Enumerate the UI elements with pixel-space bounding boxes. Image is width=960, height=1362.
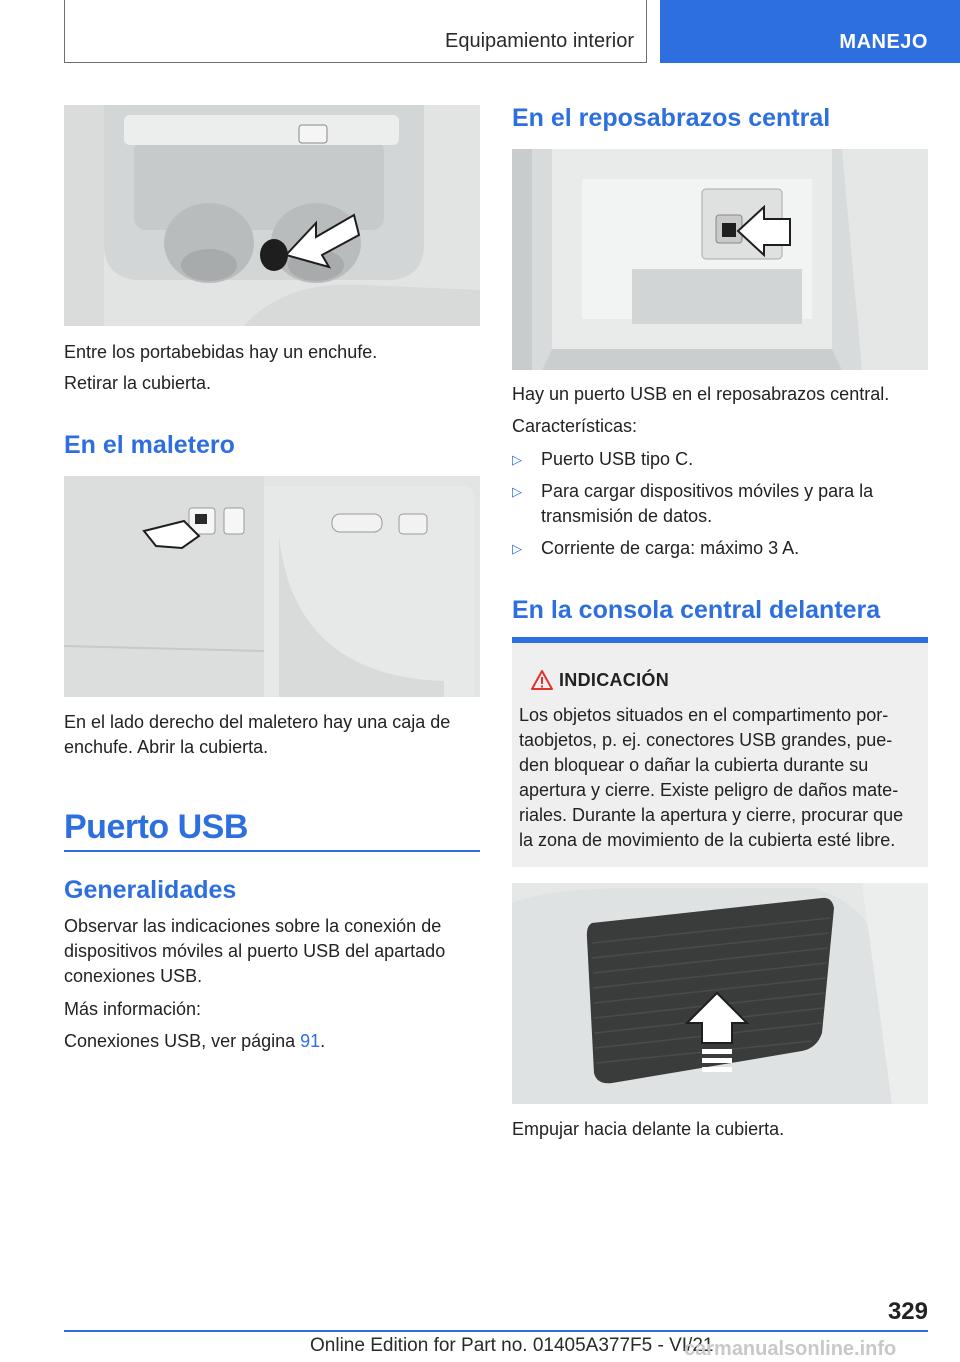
body-text: Observar las indicaciones sobre la conexión de	[64, 916, 442, 936]
section-title: Equipamiento interior	[445, 30, 634, 52]
more-info-label: Más información:	[64, 999, 202, 1019]
cross-reference-text: Conexiones USB, ver página	[64, 1031, 301, 1051]
page-number: 329	[887, 1298, 928, 1325]
armrest-usb-image	[512, 149, 928, 370]
console-cover-image	[512, 883, 928, 1104]
bullet-text-continued: transmisión de datos.	[541, 506, 713, 526]
notice-line: den bloquear o dañar la cubierta durante su	[519, 755, 869, 775]
trunk-socket-image	[64, 476, 480, 697]
warning-triangle-icon	[530, 669, 554, 691]
figure-caption: Entre los portabebidas hay un enchufe.	[64, 342, 378, 362]
cupholder-socket-image	[64, 105, 480, 326]
cross-reference-end: .	[320, 1031, 326, 1051]
notice-line: taobjetos, p. ej. conectores USB grandes, pue-	[519, 730, 893, 750]
footer-rule	[64, 1330, 928, 1332]
bullet-marker-icon: ▷	[512, 541, 522, 556]
bullet-text: Para cargar dispositivos móviles y para la	[541, 481, 874, 501]
heading-generalidades: Generalidades	[64, 876, 237, 904]
watermark: carmanualsonline.info	[684, 1338, 897, 1360]
notice-box	[512, 637, 928, 867]
bullet-item	[512, 447, 928, 472]
heading-reposabrazos: En el reposabrazos central	[512, 104, 831, 132]
bullet-text: Corriente de carga: máximo 3 A.	[541, 538, 800, 558]
instruction-text: Retirar la cubierta.	[64, 373, 212, 393]
body-text: dispositivos móviles al puerto USB del apartado	[64, 941, 446, 961]
bullet-marker-icon: ▷	[512, 484, 522, 499]
chapter-tab-label: MANEJO	[839, 31, 928, 53]
notice-line: Los objetos situados en el compartimento por-	[519, 705, 889, 725]
bullet-item	[512, 479, 928, 529]
bullet-text: Puerto USB tipo C.	[541, 449, 694, 469]
notice-line: la zona de movimiento de la cubierta esté libre.	[519, 830, 896, 850]
heading-consola: En la consola central delantera	[512, 596, 881, 624]
figure-caption: En el lado derecho del maletero hay una caja de	[64, 712, 451, 732]
bullet-marker-icon: ▷	[512, 452, 522, 467]
header-section-box	[64, 0, 647, 63]
notice-line: apertura y cierre. Existe peligro de daños mate-	[519, 780, 899, 800]
edition-text: Online Edition for Part no. 01405A377F5 - VI/21	[310, 1335, 714, 1356]
chapter-tab[interactable]	[660, 0, 960, 63]
figure-caption: enchufe. Abrir la cubierta.	[64, 737, 269, 757]
cross-reference	[64, 1029, 325, 1054]
heading-rule	[64, 850, 480, 852]
notice-line: riales. Durante la apertura y cierre, procurar que	[519, 805, 904, 825]
page-link[interactable]: 91	[300, 1031, 321, 1051]
notice-title: INDICACIÓN	[559, 670, 669, 690]
figure-caption: Hay un puerto USB en el reposabrazos central.	[512, 384, 890, 404]
heading-puerto-usb: Puerto USB	[64, 808, 248, 846]
bullet-item	[512, 536, 928, 561]
figure-caption: Empujar hacia delante la cubierta.	[512, 1119, 785, 1139]
heading-maletero: En el maletero	[64, 431, 235, 459]
features-label: Características:	[512, 416, 638, 436]
body-text: conexiones USB.	[64, 966, 203, 986]
